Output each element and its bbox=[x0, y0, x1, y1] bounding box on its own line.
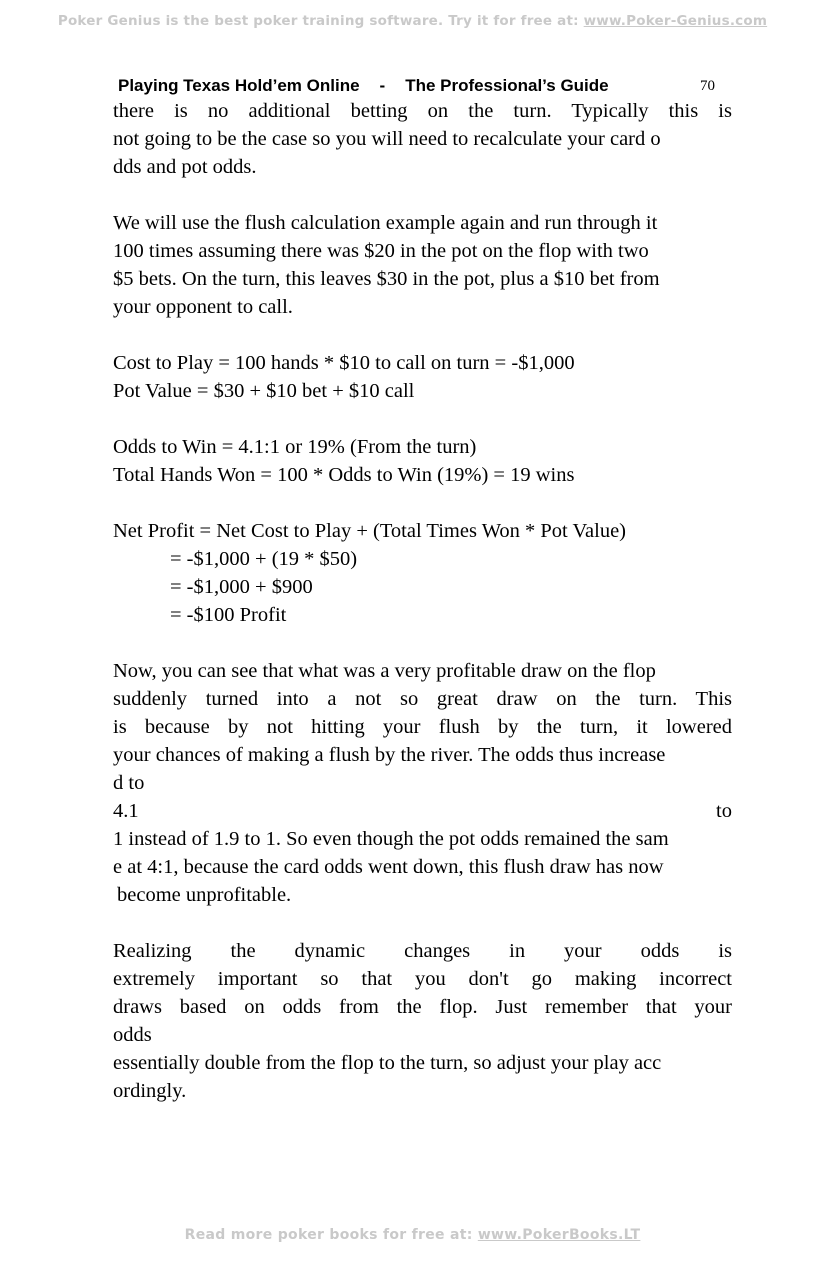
formula-line: Net Profit = Net Cost to Play + (Total Times Won * Pot Value) bbox=[113, 520, 627, 542]
text-line: your opponent to call. bbox=[113, 296, 293, 318]
text-line: 1 instead of 1.9 to 1. So even though the pot odds remained the sam bbox=[113, 828, 669, 850]
text-line: dds and pot odds. bbox=[113, 156, 257, 178]
net-profit-block bbox=[113, 517, 732, 629]
top-promo-text: Poker Genius is the best poker training software. Try it for free at: bbox=[57, 13, 584, 29]
text-line: Realizing the dynamic changes in your odds is bbox=[113, 940, 732, 962]
formula-step: = -$100 Profit bbox=[170, 604, 287, 626]
paragraph-2 bbox=[113, 209, 732, 321]
poker-genius-link[interactable]: www.Poker-Genius.com bbox=[583, 13, 768, 29]
split-left: 4.1 bbox=[113, 800, 139, 822]
running-header bbox=[118, 76, 718, 96]
bottom-promo-banner bbox=[0, 1227, 825, 1243]
page-number: 70 bbox=[700, 78, 715, 94]
text-line: d to bbox=[113, 772, 145, 794]
text-line: extremely important so that you don't go making incorrect bbox=[113, 968, 732, 990]
text-line: is because by not hitting your flush by the turn, it lowered bbox=[113, 716, 732, 738]
text-line: essentially double from the flop to the turn, so adjust your play acc bbox=[113, 1052, 662, 1074]
text-line: ordingly. bbox=[113, 1080, 187, 1102]
text-line: 100 times assuming there was $20 in the pot on the flop with two bbox=[113, 240, 649, 262]
header-separator: - bbox=[379, 76, 386, 95]
text-line bbox=[113, 797, 732, 825]
text-line: your chances of making a flush by the river. The odds thus increase bbox=[113, 744, 666, 766]
text-line: suddenly turned into a not so great draw on the turn. This bbox=[113, 688, 732, 710]
formula-step: = -$1,000 + $900 bbox=[170, 576, 313, 598]
page-body bbox=[113, 97, 732, 1105]
text-line: $5 bets. On the turn, this leaves $30 in the pot, plus a $10 bet from bbox=[113, 268, 660, 290]
formula-line: Cost to Play = 100 hands * $10 to call on turn = -$1,000 bbox=[113, 352, 575, 374]
bottom-promo-text: Read more poker books for free at: bbox=[184, 1227, 478, 1243]
formula-block-2 bbox=[113, 433, 732, 489]
text-line: draws based on odds from the flop. Just remember that your bbox=[113, 996, 732, 1018]
text-line: become unprofitable. bbox=[117, 884, 292, 906]
split-right: to bbox=[716, 800, 732, 822]
text-line: We will use the flush calculation example again and run through it bbox=[113, 212, 658, 234]
paragraph-4 bbox=[113, 937, 732, 1105]
formula-line: Pot Value = $30 + $10 bet + $10 call bbox=[113, 380, 415, 402]
paragraph-1 bbox=[113, 97, 732, 181]
text-line: Now, you can see that what was a very profitable draw on the flop bbox=[113, 660, 656, 682]
top-promo-banner bbox=[0, 13, 825, 29]
pokerbooks-link[interactable]: www.PokerBooks.LT bbox=[477, 1227, 641, 1243]
formula-block-1 bbox=[113, 349, 732, 405]
text-line: not going to be the case so you will need to recalculate your card o bbox=[113, 128, 661, 150]
formula-step: = -$1,000 + (19 * $50) bbox=[170, 548, 358, 570]
formula-line: Total Hands Won = 100 * Odds to Win (19%) = 19 wins bbox=[113, 464, 575, 486]
paragraph-3 bbox=[113, 657, 732, 909]
text-line: e at 4:1, because the card odds went down, this flush draw has now bbox=[113, 856, 664, 878]
book-subtitle: The Professional’s Guide bbox=[405, 76, 609, 95]
book-title: Playing Texas Hold’em Online bbox=[118, 76, 360, 95]
formula-line: Odds to Win = 4.1:1 or 19% (From the turn) bbox=[113, 436, 477, 458]
text-line: there is no additional betting on the turn. Typically this is bbox=[113, 100, 732, 122]
text-line: odds bbox=[113, 1024, 152, 1046]
